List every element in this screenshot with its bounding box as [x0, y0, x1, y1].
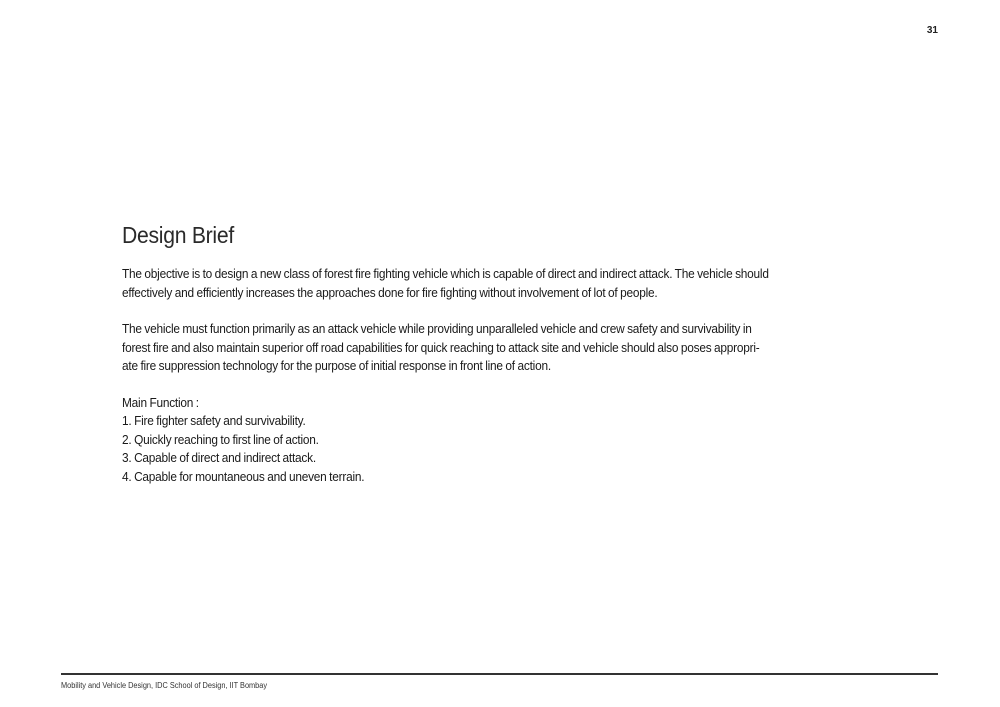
paragraph-line: The objective is to design a new class of forest fire fighting vehicle which is capable of direct and indirect attack. The vehicle should	[122, 266, 769, 281]
list-item: 2. Quickly reaching to first line of action.	[122, 431, 319, 447]
paragraph-line: ate fire suppression technology for the purpose of initial response in front line of action.	[122, 358, 551, 373]
paragraph-line: The vehicle must function primarily as an attack vehicle while providing unparalleled vehicle and crew safety and survivability in	[122, 321, 752, 336]
design-brief-section	[122, 222, 882, 486]
paragraph-line: effectively and efficiently increases the approaches done for fire fighting without involvement of lot of people.	[122, 284, 658, 300]
main-functions-list	[122, 394, 882, 487]
section-title: Design Brief	[122, 222, 234, 248]
page-number: 31	[926, 25, 938, 36]
objective-paragraph	[122, 265, 882, 302]
footer-text: Mobility and Vehicle Design, IDC School of Design, IIT Bombay	[61, 681, 268, 690]
paragraph-line: forest fire and also maintain superior off road capabilities for quick reaching to attack site and vehicle should also poses appropri-	[122, 339, 760, 355]
list-item: 4. Capable for mountaneous and uneven terrain.	[122, 468, 365, 484]
main-function-heading: Main Function :	[122, 394, 199, 410]
list-item: 3. Capable of direct and indirect attack.	[122, 450, 316, 465]
footer-divider	[61, 673, 938, 675]
function-paragraph	[122, 320, 882, 376]
list-item: 1. Fire fighter safety and survivability.	[122, 413, 306, 428]
